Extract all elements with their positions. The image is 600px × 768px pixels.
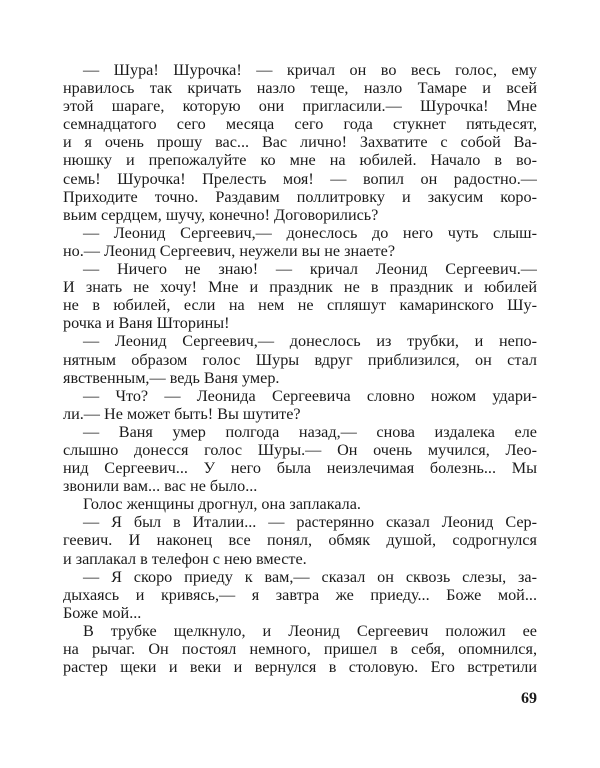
text-line: рочка и Ваня Шторины!: [63, 314, 230, 333]
text-line: — Я был в Италии... — растерянно сказал Леонид Сер-: [83, 513, 537, 532]
text-line: этой шараге, которую они пригласили.— Шурочка! Мне: [63, 97, 537, 116]
text-line: семь! Шурочка! Прелесть моя! — вопил он радостно.—: [63, 169, 537, 188]
text-line: И знать не хочу! Мне и праздник не в праздник и юбилей: [63, 278, 537, 297]
text-line: на рычаг. Он постоял немного, пришел в себя, опомнился,: [63, 640, 537, 658]
text-line: — Леонид Сергеевич,— донеслось до него чуть слыш-: [83, 223, 537, 242]
text-line: геевич. И наконец все понял, обмяк душой, содрогнулся: [63, 531, 537, 550]
text-line: — Что? — Леонида Сергеевича словно ножом удари-: [83, 386, 537, 405]
text-line: — Ваня умер полгода назад,— снова издалека еле: [83, 422, 537, 441]
text-line: Голос женщины дрогнул, она заплакала.: [83, 495, 361, 514]
text-line: не в юбилей, если на нем не спляшут камаринского Шу-: [63, 296, 537, 315]
text-line: Приходите точно. Раздавим поллитровку и закусим коро-: [63, 187, 537, 206]
text-line: семнадцатого сего месяца сего года стукнет пятьдесят,: [63, 115, 537, 134]
text-line: — Ничего не знаю! — кричал Леонид Сергеевич.—: [83, 260, 537, 279]
text-line: В трубке щелкнуло, и Леонид Сергеевич положил ее: [83, 621, 537, 640]
book-page-body: [63, 61, 537, 676]
text-line: но.— Леонид Сергеевич, неужели вы не знаете?: [63, 241, 396, 260]
text-line: явственным,— ведь Ваня умер.: [63, 368, 280, 387]
text-line: вьим сердцем, шучу, конечно! Договорились?: [63, 205, 379, 224]
text-line: растер щеки и веки и вернулся в столовую. Его встретили: [63, 658, 537, 677]
text-line: и заплакал в телефон с нею вместе.: [63, 549, 307, 568]
text-line: нятным образом голос Шуры вдруг приблизился, он стал: [63, 350, 537, 369]
text-line: и я очень прошу вас... Вас лично! Захватите с собой Ва-: [63, 133, 537, 152]
text-line: дыхаясь и кривясь,— я завтра же приеду... Боже мой...: [63, 585, 537, 604]
text-line: — Я скоро приеду к вам,— сказал он сквозь слезы, за-: [83, 567, 537, 586]
text-line: — Леонид Сергеевич,— донеслось из трубки, и непо-: [83, 332, 537, 351]
text-line: — Шура! Шурочка! — кричал он во весь голос, ему: [83, 61, 537, 79]
text-line: нюшку и препожалуйте ко мне на юбилей. Начало в во-: [63, 151, 537, 170]
text-line: ли.— Не может быть! Вы шутите?: [63, 404, 301, 423]
text-line: нравилось так кричать назло теще, назло Тамаре и всей: [63, 79, 537, 98]
text-line: нид Сергеевич... У него была неизлечимая болезнь... Мы: [63, 459, 537, 478]
text-line: Боже мой...: [63, 603, 142, 622]
text-line: слышно донесся голос Шуры.— Он очень мучился, Лео-: [63, 440, 537, 459]
page-number: 69: [521, 690, 537, 707]
text-line: звонили вам... вас не было...: [63, 477, 258, 496]
